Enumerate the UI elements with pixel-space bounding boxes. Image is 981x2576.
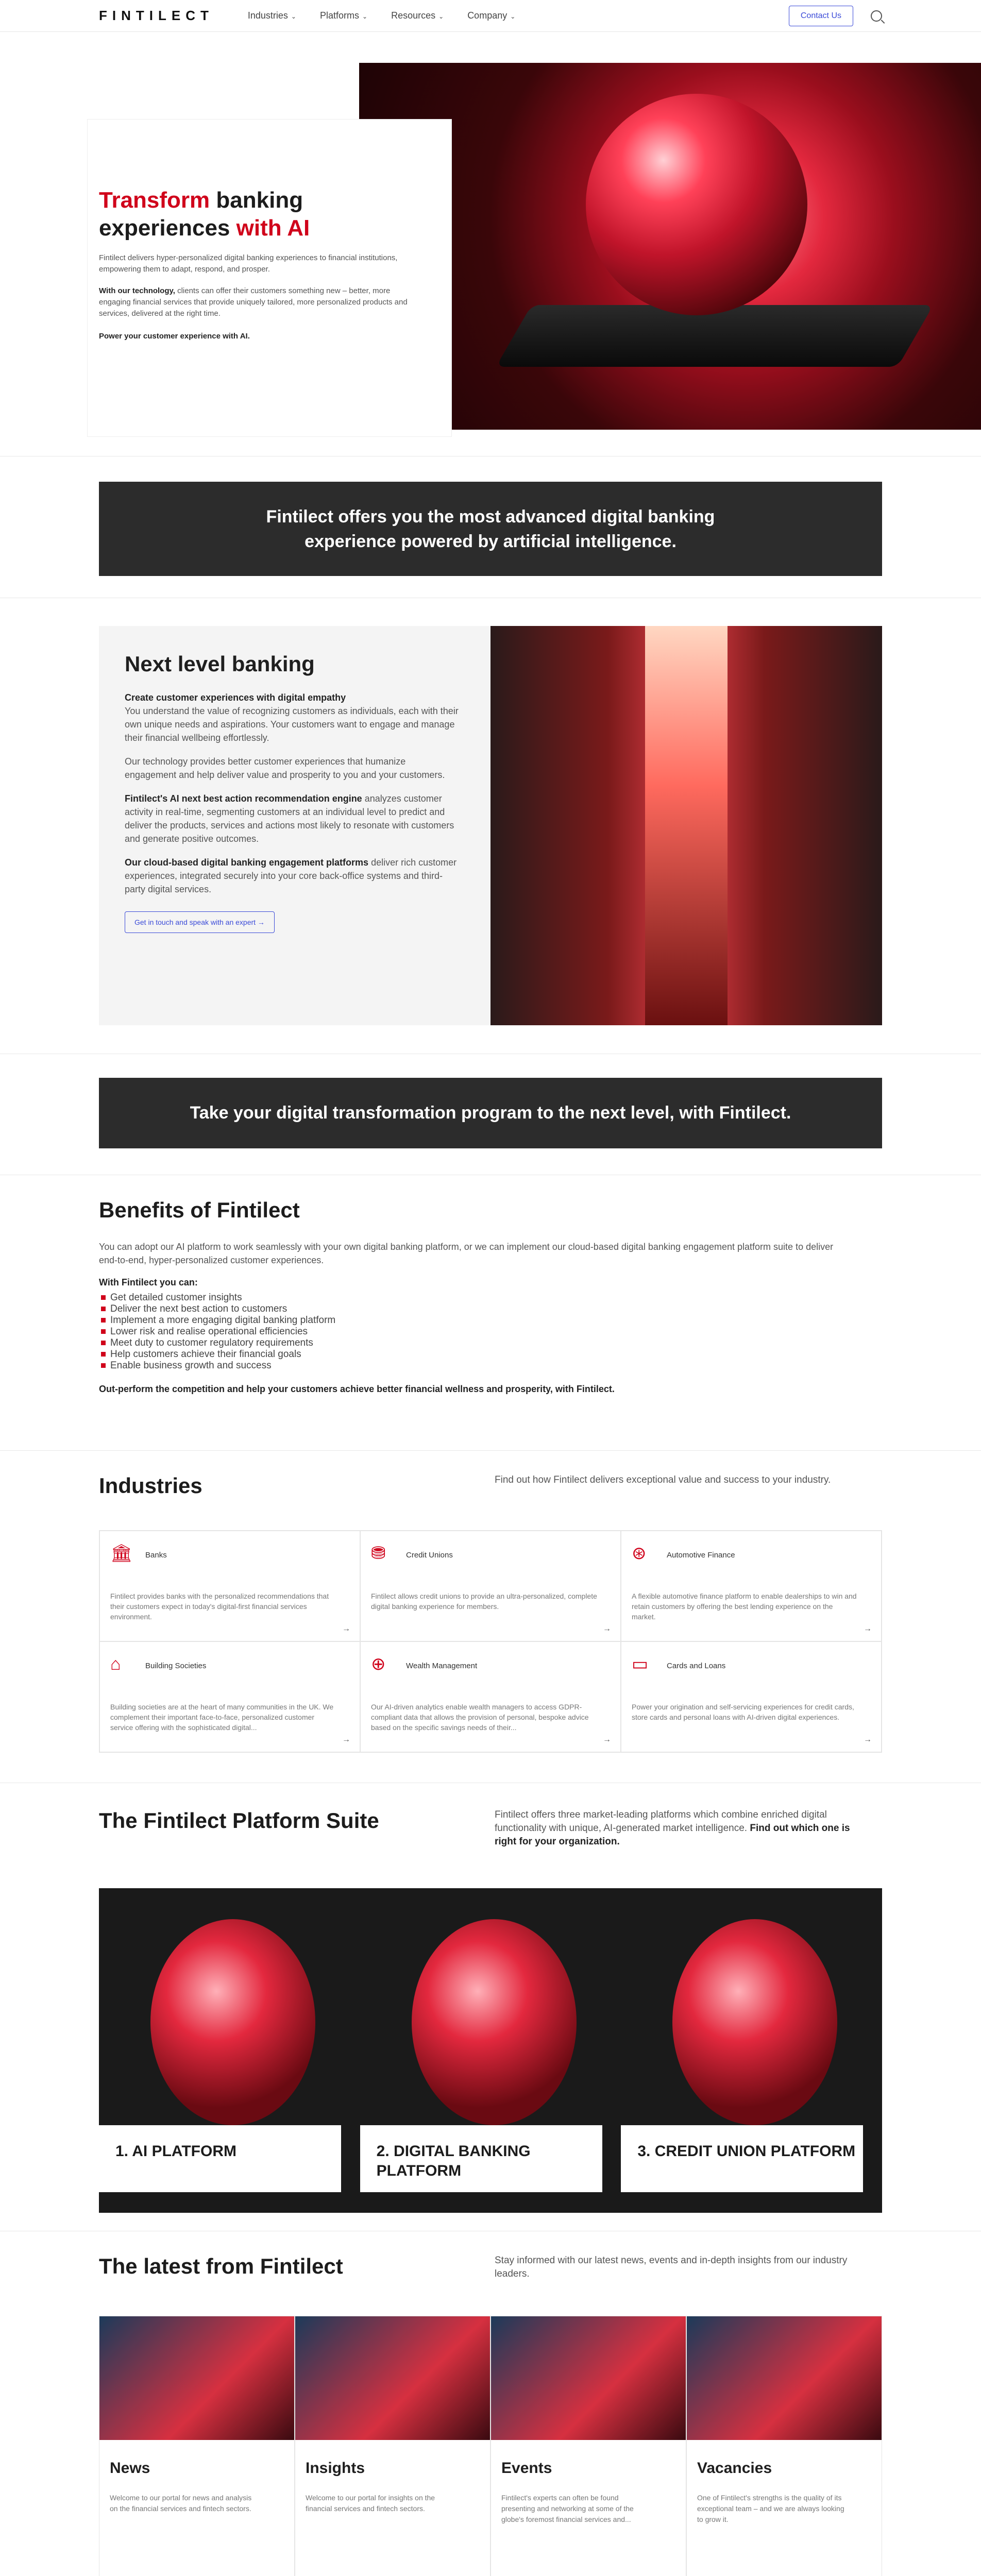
chevron-down-icon: ⌄ — [291, 13, 296, 20]
hero-intro: Fintilect delivers hyper-personalized digital banking experiences to financial institutions, empowering them to adapt, respond, and prosper. — [99, 253, 398, 274]
nav-resources[interactable] — [391, 10, 444, 21]
card-title: 2. DIGITAL BANKING PLATFORM — [360, 2125, 602, 2192]
section-subtitle: Fintilect offers three market-leading platforms which combine enriched digital functionality with unique, AI-generated market intelligence. Find out which one is right for your organization. — [495, 1809, 850, 1847]
card-text: Fintilect's experts can often be found presenting and networking at some of the globe's foremost financial services and... — [501, 2494, 634, 2523]
nav-label: Company — [467, 10, 508, 21]
industry-card-automotive[interactable] — [621, 1531, 882, 1641]
platform-card-credit-union[interactable] — [621, 1888, 882, 2213]
card-title: Vacancies — [697, 2460, 772, 2477]
paragraph: Our cloud-based digital banking engagement platforms deliver rich customer experiences, integrated securely into your core back-office systems and third-party digital services. — [125, 857, 457, 894]
bank-icon: 🏛 — [110, 1544, 133, 1563]
arrow-right-icon: → — [864, 1735, 872, 1744]
platform-card-digital-banking[interactable] — [360, 1888, 621, 2213]
nav-industries[interactable] — [248, 10, 296, 21]
card-title: Wealth Management — [406, 1662, 478, 1670]
next-level-section — [99, 626, 882, 1025]
nav-label: Resources — [391, 10, 436, 21]
list-item: Deliver the next best action to customers — [99, 1303, 882, 1315]
paragraph: Fintilect's AI next best action recommendation engine analyzes customer activity in real-time, segmenting customers at an individual level to predict and deliver the products, services and actions most likely to resonate with customers and generate positive outcomes. — [125, 793, 454, 844]
list-heading: With Fintilect you can: — [99, 1277, 198, 1287]
industry-card-building-societies[interactable] — [99, 1641, 360, 1752]
hero-tagline: Power your customer experience with AI. — [99, 332, 250, 341]
speak-expert-button[interactable]: Get in touch and speak with an expert → — [125, 911, 275, 933]
nav-company[interactable] — [467, 10, 515, 21]
card-title: Cards and Loans — [667, 1662, 726, 1670]
list-item: Meet duty to customer regulatory requirements — [99, 1337, 882, 1349]
arrow-right-icon: → — [603, 1624, 611, 1633]
card-text: Fintilect provides banks with the personalized recommendations that their customers expect in today's digital-first financial services environment. — [110, 1592, 329, 1621]
paragraph: You can adopt our AI platform to work seamlessly with your own digital banking platform, or we can implement our cloud-based digital banking engagement platform suite to deliver end-to-end, hyper-personalized customer experiences. — [99, 1242, 834, 1265]
nav-label: Platforms — [319, 10, 360, 21]
list-item: Get detailed customer insights — [99, 1292, 882, 1303]
hero-title: Transform banking experiences with AI — [99, 188, 310, 241]
paragraph: Create customer experiences with digital empathy You understand the value of recognizing customers as individuals, each with their own unique needs and aspirations. Your customers want to engage and manage their financial wellbeing effortlessly. — [125, 692, 459, 743]
section-subtitle: Find out how Fintilect delivers exceptional value and success to your industry. — [495, 1475, 831, 1485]
platform-section — [99, 1808, 882, 2179]
card-text: One of Fintilect's strengths is the quality of its exceptional team – and we are always looking to grow it. — [697, 2494, 844, 2523]
card-title: 1. AI PLATFORM — [99, 2125, 341, 2192]
list-item: Lower risk and realise operational efficiencies — [99, 1326, 882, 1337]
section-title: Benefits of Fintilect — [99, 1198, 300, 1222]
card-title: Building Societies — [145, 1662, 207, 1670]
industry-card-cards-loans[interactable] — [621, 1641, 882, 1752]
card-text: Building societies are at the heart of many communities in the UK. We complement their important face-to-face, personalized customer service offering with the sophisticated digital... — [110, 1703, 334, 1732]
arrow-right-icon: → — [342, 1735, 350, 1744]
wealth-icon: ⊕ — [371, 1654, 386, 1674]
platform-card-ai[interactable] — [99, 1888, 360, 2213]
section-title: Next level banking — [125, 652, 315, 676]
card-title: Banks — [145, 1551, 167, 1560]
arrow-right-icon: → — [342, 1624, 350, 1633]
top-nav — [0, 0, 981, 32]
nav-platforms[interactable] — [320, 10, 367, 21]
list-item: Help customers achieve their financial goals — [99, 1349, 882, 1360]
industries-section — [99, 1473, 882, 1753]
card-text: Power your origination and self-servicing experiences for credit cards, store cards and personal loans with AI-driven digital experiences. — [632, 1703, 854, 1721]
card-text: Fintilect allows credit unions to provide an ultra-personalized, complete digital banking experience for members. — [371, 1592, 597, 1611]
benefits-section — [99, 1198, 882, 1395]
card-text: A flexible automotive finance platform to enable dealerships to win and retain customers by offering the best lending experience on the market. — [632, 1592, 857, 1621]
banner-transformation: Take your digital transformation program to the next level, with Fintilect. — [99, 1078, 882, 1148]
chevron-down-icon: ⌄ — [510, 13, 516, 20]
car-icon: ⊛ — [632, 1544, 647, 1563]
list-item: Implement a more engaging digital banking platform — [99, 1315, 882, 1326]
card-title: Events — [501, 2460, 552, 2477]
arrow-right-icon: → — [864, 1624, 872, 1633]
card-title: Credit Unions — [406, 1551, 453, 1560]
credit-union-icon: ⛃ — [371, 1544, 386, 1563]
logo[interactable]: FINTILECT — [99, 8, 214, 23]
house-icon: ⌂ — [110, 1654, 121, 1674]
search-icon[interactable] — [871, 10, 882, 22]
industry-card-credit-unions[interactable] — [360, 1531, 621, 1641]
corridor-image — [490, 626, 882, 1025]
card-title: News — [110, 2460, 150, 2477]
benefits-list — [99, 1292, 882, 1371]
section-subtitle: Stay informed with our latest news, events and in-depth insights from our industry leaders. — [495, 2255, 848, 2279]
paragraph: Our technology provides better customer experiences that humanize engagement and help deliver value and prosperity to you and your customers. — [125, 756, 445, 780]
chevron-down-icon: ⌄ — [362, 13, 368, 20]
list-item: Enable business growth and success — [99, 1360, 882, 1371]
hero — [0, 32, 981, 452]
arrow-right-icon: → — [603, 1735, 611, 1744]
industry-card-banks[interactable] — [99, 1531, 360, 1641]
chevron-down-icon: ⌄ — [438, 13, 444, 20]
card-text: Welcome to our portal for news and analysis on the financial services and fintech sectors. — [110, 2494, 252, 2513]
insights-card[interactable] — [295, 2316, 490, 2576]
card-text: Welcome to our portal for insights on the financial services and fintech sectors. — [306, 2494, 435, 2513]
hero-image — [359, 63, 981, 430]
nav-label: Industries — [247, 10, 288, 21]
card-title: Automotive Finance — [667, 1551, 735, 1560]
contact-us-button[interactable]: Contact Us — [789, 6, 853, 26]
hero-technology: With our technology, clients can offer their customers something new – better, more engaging financial services that provide uniquely tailored, more personalized products and services, delivered at the right time. — [99, 286, 408, 318]
latest-section — [99, 2254, 882, 2523]
card-title: 3. CREDIT UNION PLATFORM — [621, 2125, 863, 2192]
card-text: Our AI-driven analytics enable wealth managers to access GDPR-compliant data that allows the provision of personal, bespoke advice based on the specific savings needs of their... — [371, 1703, 589, 1732]
banner-advanced: Fintilect offers you the most advanced digital banking experience powered by artificial intelligence. — [99, 482, 882, 576]
events-card[interactable] — [490, 2316, 686, 2576]
section-title: The Fintilect Platform Suite — [99, 1808, 379, 1833]
hero-card — [88, 120, 451, 436]
card-icon: ▭ — [632, 1654, 649, 1674]
card-title: Insights — [306, 2460, 365, 2477]
industry-card-wealth[interactable] — [360, 1641, 621, 1752]
benefits-closing: Out-perform the competition and help your customers achieve better financial wellness and prosperity, with Fintilect. — [99, 1384, 615, 1394]
section-title: Industries — [99, 1473, 202, 1498]
section-title: The latest from Fintilect — [99, 2254, 343, 2278]
news-card[interactable] — [99, 2316, 295, 2576]
vacancies-card[interactable] — [686, 2316, 882, 2576]
